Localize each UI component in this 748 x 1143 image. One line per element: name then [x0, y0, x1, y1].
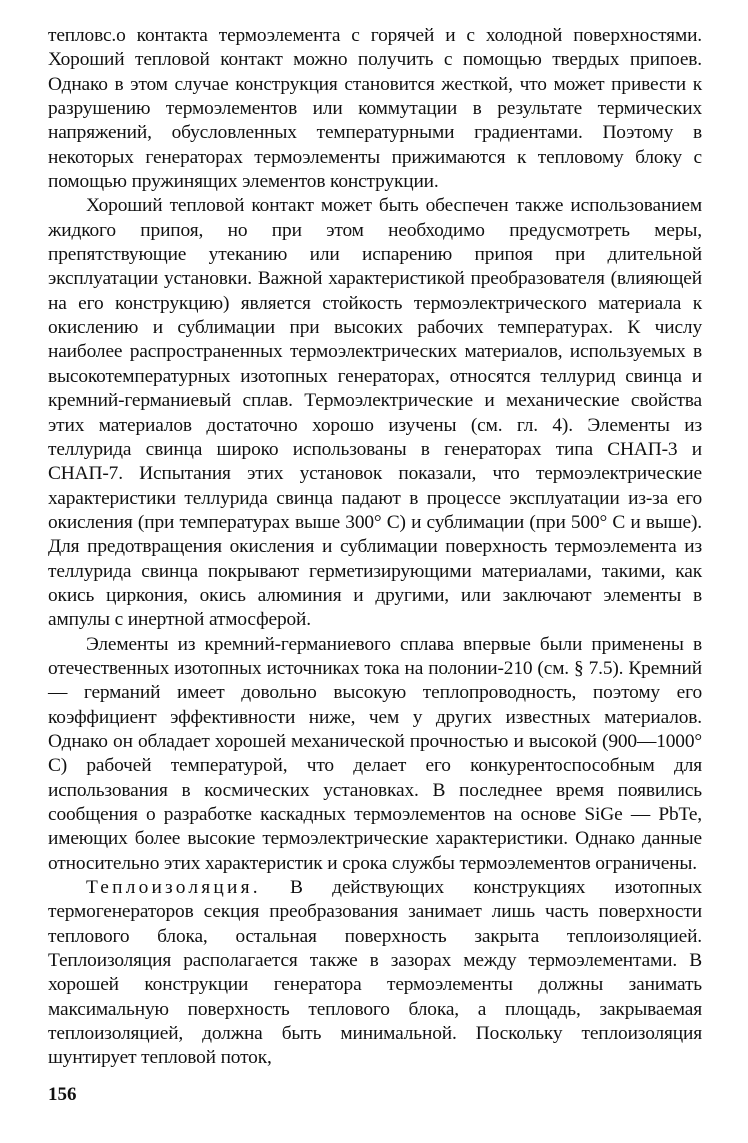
page-body [48, 24, 702, 1071]
section-lead-heading: Теплоизоляция. [86, 877, 261, 899]
paragraph-1: тепловс.о контакта термоэлемента с горячей и с холодной поверхностями. Хороший тепловой контакт можно получить с помощью твердых припоев. Однако в этом случае конструкция становится жесткой, что может привести к разрушению термоэлементов или коммутации в результате термических напряжений, обусловленных температурными градиентами. Поэтому в некоторых генераторах термоэлементы прижимаются к тепловому блоку с помощью пружинящих элементов конструкции. [48, 25, 702, 193]
paragraph-4 [48, 876, 702, 1071]
paragraph-4-text: В действующих конструкциях изотопных термогенераторов секция преобразования занимает лишь часть поверхности теплового блока, остальная поверхность закрыта теплоизоляцией. Теплоизоляция располагается также в зазорах между термоэлементами. В хорошей конструкции генератора термоэлементы должны занимать максимальную поверхность теплового блока, а площадь, закрываемая теплоизоляцией, должна быть минимальной. Поскольку теплоизоляция шунтирует тепловой поток, [48, 877, 702, 1069]
paragraph-3: Элементы из кремний-германиевого сплава впервые были применены в отечественных изотопных источниках тока на полонии-210 (см. § 7.5). Кремний — германий имеет довольно высокую теплопроводность, поэтому его коэффициент эффективности ниже, чем у других известных материалов. Однако он обладает хорошей механической прочностью и высокой (900—1000° С) рабочей температурой, что делает его конкурентоспособным для использования в космических установках. В последнее время появились сообщения о разработке каскадных термоэлементов на основе SiGe — PbTe, имеющих более высокие термоэлектрические характеристики. Однако данные относительно этих характеристик и срока службы термоэлементов ограничены. [48, 633, 702, 874]
paragraph-2: Хороший тепловой контакт может быть обеспечен также использованием жидкого припоя, но при этом необходимо предусмотреть меры, препятствующие утеканию или испарению припоя при длительной эксплуатации установки. Важной характеристикой преобразователя (влияющей на его конструкцию) является стойкость термоэлектрического материала к окислению и сублимации при высоких рабочих температурах. К числу наиболее распространенных термоэлектрических материалов, используемых в высокотемпературных изотопных генераторах, относятся теллурид свинца и кремний-германиевый сплав. Термоэлектрические и механические свойства этих материалов достаточно хорошо изучены (см. гл. 4). Элементы из теллурида свинца широко использованы в генераторах типа СНАП-3 и СНАП-7. Испытания этих установок показали, что термоэлектрические характеристики теллурида свинца падают в процессе эксплуатации из-за его окисления (при температурах выше 300° С) и сублимации (при 500° С и выше). Для предотвращения окисления и сублимации поверхность термоэлемента из теллурида свинца покрывают герметизирующими материалами, такими, как окись циркония, окись алюминия и другими, или заключают элементы в ампулы с инертной атмосферой. [48, 195, 702, 631]
page-number: 156 [48, 1084, 77, 1105]
